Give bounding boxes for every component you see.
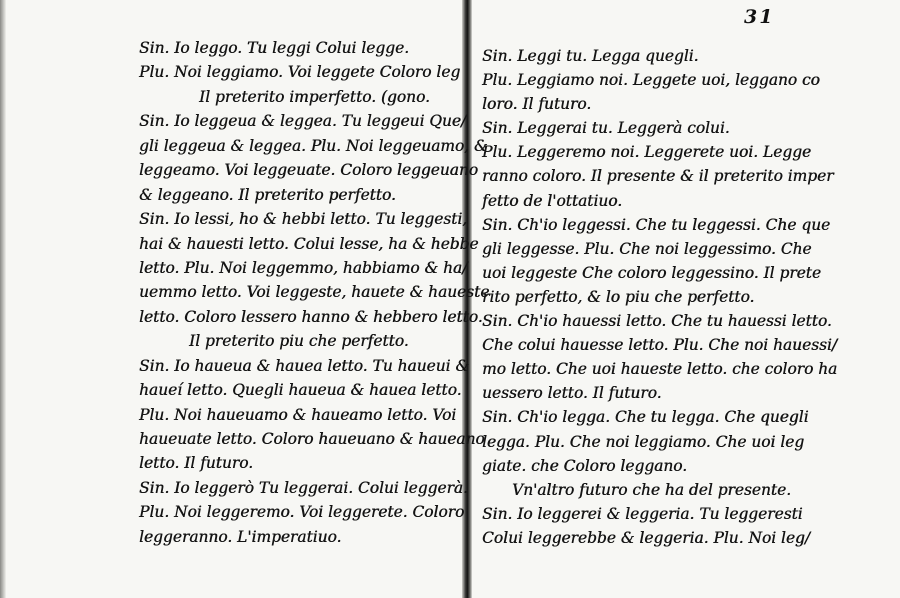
text-line: Sin. Leggi tu. Legga quegli. <box>482 47 699 65</box>
text-line: letto. Plu. Noi leggemmo, habbiamo & ha/ <box>139 258 468 277</box>
section-heading: Vn'altro futuro che ha del presente. <box>512 480 791 499</box>
text-line: Sin. Io leggerei & leggeria. Tu leggeresti <box>482 504 803 523</box>
text-line: hai & hauesti letto. Colui lesse, ha & hebbe <box>139 234 479 253</box>
text-line: mo letto. Che uoi haueste letto. che coloro ha <box>482 360 838 379</box>
text-line: Sin. Io leggerò Tu leggerai. Colui leggerà. <box>139 478 468 497</box>
text-line: giate. che Coloro leggano. <box>482 456 688 475</box>
right-page-text <box>482 44 837 550</box>
text-line: Colui leggerebbe & leggeria. Plu. Noi leg/ <box>482 528 810 547</box>
text-line: gli leggesse. Plu. Che noi leggessimo. Che <box>482 239 812 258</box>
text-line: Sin. Ch'io legga. Che tu legga. Che quegli <box>482 408 809 427</box>
text-line: haueuate letto. Coloro haueuano & haueano <box>139 430 485 448</box>
text-line: uessero letto. Il futuro. <box>482 384 662 403</box>
left-page-text <box>139 36 489 549</box>
text-line: Plu. Noi haueuamo & haueamo letto. Voi <box>139 405 457 424</box>
text-line: rito perfetto, & lo piu che perfetto. <box>482 287 755 306</box>
text-line: leggeamo. Voi leggeuate. Coloro leggeuano <box>139 161 479 180</box>
text-line: Che colui hauesse letto. Plu. Che noi hauessi/ <box>482 336 837 355</box>
text-line: gli leggeua & leggea. Plu. Noi leggeuamo, & <box>139 136 488 155</box>
text-line: Plu. Leggeremo noi. Leggerete uoi. Legge <box>482 143 812 162</box>
text-line: Sin. Io haueua & hauea letto. Tu haueui & <box>139 356 470 375</box>
text-line: loro. Il futuro. <box>482 95 592 114</box>
text-line: Plu. Noi leggiamo. Voi leggete Coloro leg <box>139 63 461 82</box>
text-line: legga. Plu. Che noi leggiamo. Che uoi leg <box>482 432 805 451</box>
text-line: letto. Coloro lessero hanno & hebbero letto. <box>139 307 483 326</box>
text-line: letto. Il futuro. <box>139 454 254 473</box>
text-line: Sin. Leggerai tu. Leggerà colui. <box>482 119 730 138</box>
text-line: Plu. Leggiamo noi. Leggete uoi, leggano co <box>482 71 820 90</box>
text-line: uoi leggeste Che coloro leggessino. Il prete <box>482 263 821 282</box>
text-line: Plu. Noi leggeremo. Voi leggerete. Coloro <box>139 503 465 522</box>
text-line: fetto de l'ottatiuo. <box>482 191 623 210</box>
left-page-edge <box>0 0 6 598</box>
text-line: Sin. Io lessi, ho & hebbi letto. Tu leggesti, <box>139 210 468 229</box>
text-line: Sin. Io leggeua & leggea. Tu leggeui Que/ <box>139 112 467 131</box>
text-line: leggeranno. L'imperatiuo. <box>139 527 342 546</box>
text-line: Sin. Io leggo. Tu leggi Colui legge. <box>139 39 409 57</box>
section-heading: Il preterito imperfetto. (gono. <box>199 87 430 106</box>
text-line: & leggeano. Il preterito perfetto. <box>139 185 396 204</box>
text-line: ranno coloro. Il presente & il preterito imper <box>482 167 834 186</box>
section-heading: Il preterito piu che perfetto. <box>189 332 409 351</box>
text-line: Sin. Ch'io hauessi letto. Che tu hauessi letto. <box>482 312 832 331</box>
text-line: haueí letto. Quegli haueua & hauea letto. <box>139 381 462 400</box>
text-line: uemmo letto. Voi leggeste, hauete & haueste <box>139 283 490 302</box>
text-line: Sin. Ch'io leggessi. Che tu leggessi. Che que <box>482 215 831 234</box>
page-number: 31 <box>744 6 775 28</box>
